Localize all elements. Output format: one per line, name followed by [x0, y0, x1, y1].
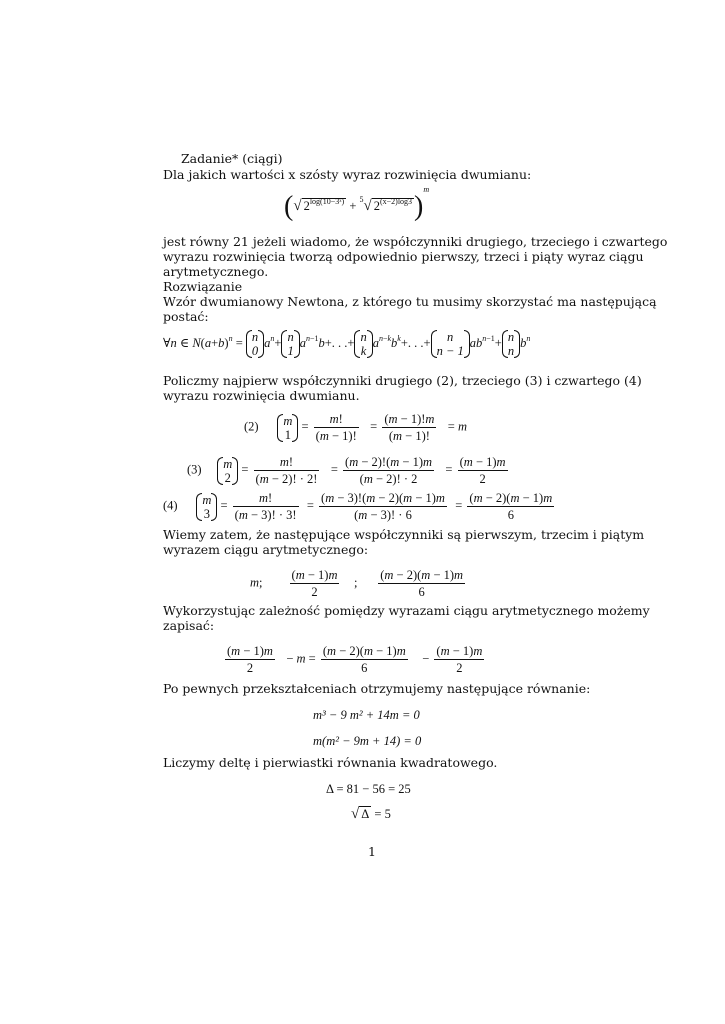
root-index: 5 — [359, 195, 364, 204]
eq-label-3: (3) — [187, 462, 202, 477]
exponent-1: log(10−3ˣ) — [309, 197, 345, 206]
exponent-2: (x−2)log3 — [379, 197, 413, 206]
condition-line-1: jest równy 21 jeżeli wiadomo, że współczynniki drugiego, trzeciego i czwartego — [163, 234, 668, 249]
condition-line-3: arytmetycznego. — [163, 264, 269, 279]
delta-line: Liczymy deltę i pierwiastki równania kwadratowego. — [163, 755, 498, 770]
sequence-line-1: Wiemy zatem, że następujące współczynniki są pierwszym, trzecim i piątym — [163, 527, 645, 542]
cubic-equation: m³ − 9 m² + 14m = 0 — [313, 708, 420, 722]
equation-4: (4) m 3 = $\frac{m!}{(m - 3)! \cdot 3!}$ = $\frac{(m - 3)!(m - 2)(m - 1)m}{(m - 3)! \cdot 6}$ = $\frac{(m - 2)(m - 1)m}{6}$ — [163, 491, 553, 522]
newton-formula: ∀n ∈ $N(a+b)^n$ = n 0 $a^n+$ n 1 $a^{n-1}b+$. . .+ n k $a^{n-k}b^k+$. . .+ n n − 1 $ab^{n-1}+$ n n $b^n$ — [163, 330, 531, 358]
outer-exponent: m — [423, 185, 430, 194]
sqrt-delta-value: = 5 — [374, 807, 391, 821]
intro-line-text: Dla jakich wartości x szósty wyraz rozwinięcia dwumianu: — [163, 167, 532, 182]
sqrt-delta-equation: √ Δ = 5 — [351, 806, 391, 822]
newton-line-1: Wzór dwumianowy Newtona, z którego tu musimy skorzystać ma następującą — [163, 294, 657, 309]
intro-line — [163, 167, 531, 183]
sequence-terms: m; $\frac{(m - 1)m}{2}$ ; $\frac{(m - 2)(m - 1)m}{6}$ — [250, 568, 464, 599]
coeff-line-2: wyrazu rozwinięcia dwumianu. — [163, 388, 360, 403]
transform-line: Po pewnych przekształceniach otrzymujemy następujące równanie: — [163, 681, 591, 696]
page-number: 1 — [368, 844, 376, 859]
equation-2: (2) m 1 = $\frac{m!}{(m - 1)!}$ = $\frac{(m - 1)!m}{(m - 1)!}$ = m — [244, 412, 468, 443]
delta-equation: Δ = 81 − 56 = 25 — [326, 782, 411, 796]
binomial-expression: (√ $2^{log(10-3ˣ)} + ^5√$ $2^{(x-2)log3})^m$ — [284, 185, 430, 223]
eq-label-2: (2) — [244, 419, 259, 434]
relation-line-2: zapisać: — [163, 618, 215, 633]
equation-3: (3) m 2 = $\frac{m!}{(m - 2)! \cdot 2!}$ = $\frac{(m - 2)!(m - 1)m}{(m - 2)! \cdot 2}$ = $\frac{(m - 1)m}{2}$ — [187, 455, 506, 486]
factored-equation: m(m² − 9m + 14) = 0 — [313, 734, 422, 748]
relation-equation: $\frac{(m - 1)m}{2}$ − m = $\frac{(m - 2)(m - 1)m}{6}$ − $\frac{(m - 1)m}{2}$ — [227, 644, 483, 675]
solution-heading: Rozwiązanie — [163, 279, 243, 294]
newton-line-2: postać: — [163, 309, 209, 324]
eq-label-4: (4) — [163, 498, 178, 513]
sequence-line-2: wyrazem ciągu arytmetycznego: — [163, 542, 369, 557]
coeff-line-1: Policzmy najpierw współczynniki drugiego (2), trzeciego (3) i czwartego (4) — [163, 373, 642, 388]
condition-line-2: wyrazu rozwinięcia tworzą odpowiednio pierwszy, trzeci i piąty wyraz ciągu — [163, 249, 644, 264]
relation-line-1: Wykorzystując zależność pomiędzy wyrazami ciągu arytmetycznego możemy — [163, 603, 650, 618]
problem-title: Zadanie* (ciągi) — [181, 151, 283, 166]
